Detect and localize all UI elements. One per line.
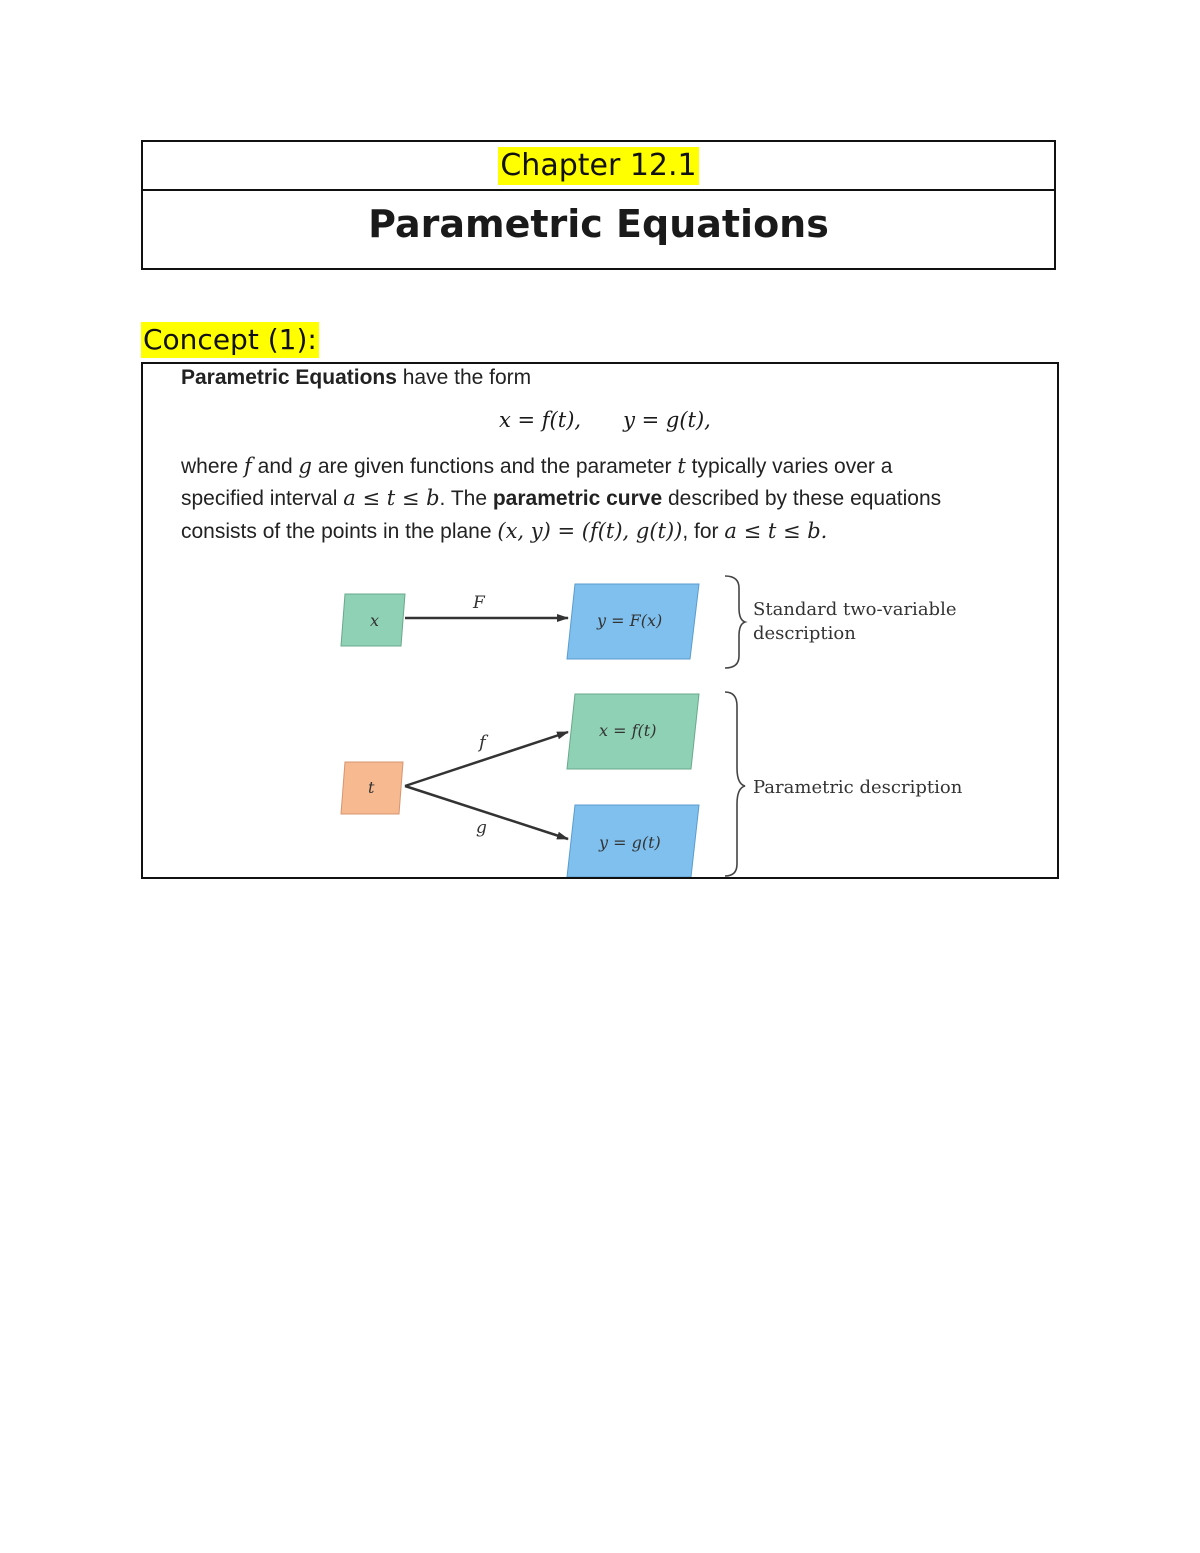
chapter-label: Chapter 12.1 [500, 148, 697, 183]
line1-rest: have the form [396, 366, 532, 389]
term-parametric-curve: parametric curve [492, 487, 663, 510]
interval-expression: a ≤ t ≤ b [343, 486, 440, 510]
y-F-x-label: y = F(x) [597, 611, 663, 630]
equation-y: y = g(t), [623, 408, 711, 432]
standard-brace [725, 576, 745, 668]
concept-label: Concept (1): [143, 323, 317, 356]
g-label: g [476, 818, 487, 838]
term-parametric-equations: Parametric Equations [181, 366, 397, 389]
chapter-row [143, 142, 1054, 191]
x-f-t-label: x = f(t) [599, 721, 657, 740]
standard-description-line2: description [753, 623, 856, 644]
line4-a: consists of the points in the plane [181, 520, 498, 543]
parametric-description: Parametric description [753, 777, 963, 798]
point-expression: (x, y) = (f(t), g(t)) [497, 519, 683, 543]
title-row [143, 191, 1054, 268]
line4-b: , for [682, 520, 725, 543]
symbol-f: f [244, 454, 252, 478]
interval-expression-2: a ≤ t ≤ b. [724, 519, 828, 543]
symbol-t: t [677, 454, 686, 478]
f-arrow [405, 732, 568, 786]
y-g-t-label: y = g(t) [599, 833, 661, 852]
parametric-brace [725, 692, 745, 876]
symbol-g: g [298, 454, 312, 478]
line2-d: typically varies over a [685, 455, 893, 478]
function-diagram [143, 364, 1057, 877]
page-title: Parametric Equations [368, 202, 829, 246]
line2-b: and [251, 455, 299, 478]
title-box [141, 140, 1056, 270]
F-label: F [473, 593, 485, 613]
t-input-label: t [368, 778, 375, 797]
line2-a: where [181, 455, 245, 478]
line2-c: are given functions and the parameter [311, 455, 678, 478]
line3-a: specified interval [181, 487, 344, 510]
standard-description-line1: Standard two-variable [753, 599, 957, 620]
line3-b: . The [439, 487, 493, 510]
concept-box [141, 362, 1059, 879]
line3-c: described by these equations [662, 487, 942, 510]
f-label: f [479, 732, 486, 753]
x-input-label: x [370, 611, 380, 630]
equation-x: x = f(t), [499, 408, 582, 432]
